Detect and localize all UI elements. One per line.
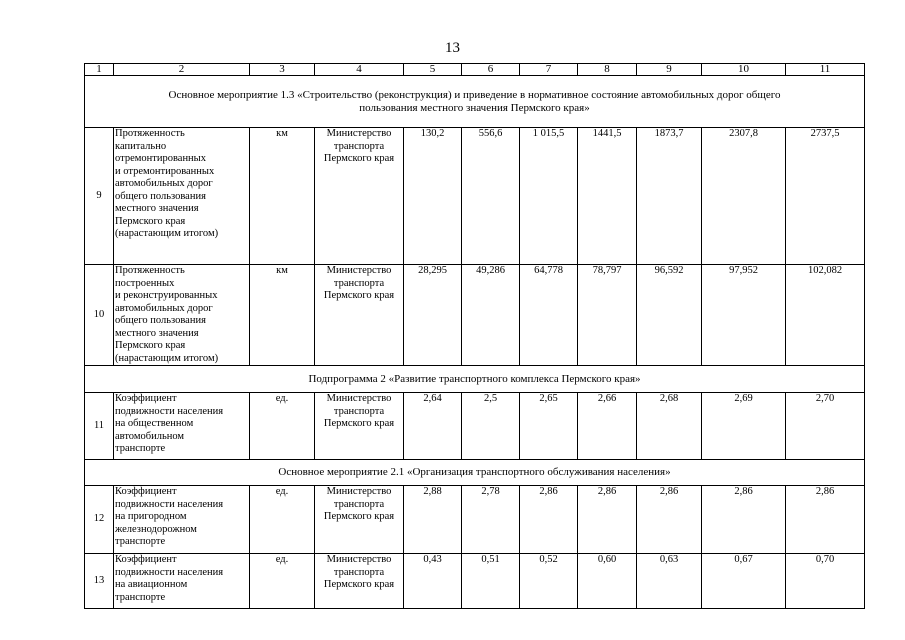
value-cell: 2,88 — [404, 486, 462, 554]
page-number: 13 — [445, 40, 460, 56]
value-cell: 2,86 — [702, 486, 786, 554]
responsible-line: Министерство — [326, 265, 392, 276]
indicator-name — [114, 393, 250, 460]
value-cell: 2,86 — [520, 486, 578, 554]
value-cell: 2,5 — [462, 393, 520, 460]
responsible-line: транспорта — [333, 566, 385, 578]
value-cell: 2,86 — [578, 486, 637, 554]
responsible-line: Министерство — [326, 128, 392, 139]
indicator-name-line: автомобильных дорог — [115, 178, 213, 189]
value-cell: 97,952 — [702, 265, 786, 366]
value-cell: 64,778 — [520, 265, 578, 366]
indicator-name-line: Пермского края — [115, 340, 186, 351]
responsible-line: Министерство — [326, 554, 392, 565]
column-number: 7 — [520, 64, 578, 76]
indicator-name-line: и отремонтированных — [115, 165, 215, 177]
indicator-name-line: отремонтированных — [115, 153, 206, 164]
indicator-name-line: Протяженность — [115, 128, 185, 139]
indicator-name-line: подвижности населения — [115, 498, 224, 510]
indicator-name-line: на пригородном — [115, 511, 187, 522]
column-number: 5 — [404, 64, 462, 76]
value-cell: 0,51 — [462, 554, 520, 609]
value-cell: 28,295 — [404, 265, 462, 366]
value-cell: 2,65 — [520, 393, 578, 460]
indicator-name-line: на авиационном — [115, 579, 188, 590]
indicator-name-line: (нарастающим итогом) — [115, 228, 219, 239]
indicator-name-line: транспорте — [115, 443, 166, 454]
table-row — [85, 128, 865, 265]
value-cell: 2,68 — [637, 393, 702, 460]
indicator-name-line: и реконструированных — [115, 290, 218, 301]
column-number: 3 — [250, 64, 315, 76]
indicator-name-line: железнодорожном — [115, 523, 197, 535]
responsible-line: Министерство — [326, 393, 392, 404]
value-cell: 0,70 — [786, 554, 865, 609]
indicator-name-line: транспорте — [115, 591, 166, 603]
indicator-name-line: подвижности населения — [115, 566, 224, 578]
value-cell: 0,52 — [520, 554, 578, 609]
section-row — [85, 366, 865, 393]
value-cell: 1441,5 — [578, 128, 637, 265]
indicator-name-line: Коэффициент — [115, 486, 177, 497]
value-cell: 49,286 — [462, 265, 520, 366]
value-cell: 2,86 — [637, 486, 702, 554]
row-number: 11 — [85, 393, 114, 460]
unit-cell: км — [250, 265, 315, 366]
section-row — [85, 460, 865, 486]
column-number: 9 — [637, 64, 702, 76]
indicator-name-line: местного значения — [115, 203, 199, 214]
responsible-cell — [315, 128, 404, 265]
indicator-name-line: автомобильном — [115, 430, 185, 442]
indicator-name-line: Пермского края — [115, 215, 186, 227]
indicators-table — [84, 63, 865, 609]
indicator-name-line: Коэффициент — [115, 393, 177, 404]
value-cell: 1 015,5 — [520, 128, 578, 265]
column-number: 4 — [315, 64, 404, 76]
value-cell: 2,66 — [578, 393, 637, 460]
responsible-line: Пермского края — [323, 290, 395, 301]
value-cell: 2737,5 — [786, 128, 865, 265]
indicator-name-line: местного значения — [115, 327, 199, 339]
value-cell: 2,86 — [786, 486, 865, 554]
row-number: 13 — [85, 554, 114, 609]
responsible-cell — [315, 265, 404, 366]
unit-cell: ед. — [250, 554, 315, 609]
responsible-line: Пермского края — [323, 418, 395, 429]
unit-cell: ед. — [250, 486, 315, 554]
table-row — [85, 393, 865, 460]
indicator-name-line: (нарастающим итогом) — [115, 352, 219, 364]
section-title: Основное мероприятие 2.1 «Организация транспортного обслуживания населения» — [85, 460, 865, 486]
column-number: 1 — [85, 64, 114, 76]
column-number: 2 — [114, 64, 250, 76]
indicator-name-line: автомобильных дорог — [115, 302, 213, 314]
responsible-cell — [315, 486, 404, 554]
section-title: Основное мероприятие 1.3 «Строительство (реконструкция) и приведение в нормативное состояние автомобильных дорог общего пользования местного значения Пермского края» — [85, 76, 865, 128]
section-row — [85, 76, 865, 128]
column-number: 11 — [786, 64, 865, 76]
value-cell: 0,67 — [702, 554, 786, 609]
indicator-name-line: подвижности населения — [115, 405, 224, 417]
column-numbers-row — [85, 64, 865, 76]
row-number: 9 — [85, 128, 114, 265]
indicator-name — [114, 265, 250, 366]
table-row — [85, 554, 865, 609]
responsible-cell — [315, 393, 404, 460]
responsible-line: Пермского края — [323, 511, 395, 522]
table-row — [85, 265, 865, 366]
indicator-name — [114, 554, 250, 609]
responsible-line: транспорта — [333, 498, 385, 510]
responsible-line: Пермского края — [323, 153, 395, 164]
responsible-line: Пермского края — [323, 579, 395, 590]
value-cell: 0,60 — [578, 554, 637, 609]
indicator-name-line: капитально — [115, 140, 167, 152]
unit-cell: км — [250, 128, 315, 265]
value-cell: 78,797 — [578, 265, 637, 366]
indicator-name-line: Протяженность — [115, 265, 185, 276]
indicator-name — [114, 128, 250, 265]
indicator-name-line: транспорте — [115, 536, 166, 547]
value-cell: 1873,7 — [637, 128, 702, 265]
indicator-name-line: общего пользования — [115, 190, 206, 202]
value-cell: 556,6 — [462, 128, 520, 265]
value-cell: 96,592 — [637, 265, 702, 366]
indicator-name-line: построенных — [115, 277, 175, 289]
value-cell: 2,70 — [786, 393, 865, 460]
value-cell: 2,64 — [404, 393, 462, 460]
value-cell: 0,63 — [637, 554, 702, 609]
row-number: 12 — [85, 486, 114, 554]
responsible-line: транспорта — [333, 140, 385, 152]
table-row — [85, 486, 865, 554]
row-number: 10 — [85, 265, 114, 366]
value-cell: 102,082 — [786, 265, 865, 366]
indicator-name — [114, 486, 250, 554]
responsible-line: Министерство — [326, 486, 392, 497]
column-number: 8 — [578, 64, 637, 76]
value-cell: 130,2 — [404, 128, 462, 265]
value-cell: 2,78 — [462, 486, 520, 554]
value-cell: 0,43 — [404, 554, 462, 609]
column-number: 10 — [702, 64, 786, 76]
indicator-name-line: на общественном — [115, 418, 194, 429]
responsible-line: транспорта — [333, 405, 385, 417]
unit-cell: ед. — [250, 393, 315, 460]
indicator-name-line: Коэффициент — [115, 554, 177, 565]
responsible-line: транспорта — [333, 277, 385, 289]
value-cell: 2,69 — [702, 393, 786, 460]
indicator-name-line: общего пользования — [115, 315, 206, 326]
section-title: Подпрограмма 2 «Развитие транспортного комплекса Пермского края» — [85, 366, 865, 393]
value-cell: 2307,8 — [702, 128, 786, 265]
column-number: 6 — [462, 64, 520, 76]
responsible-cell — [315, 554, 404, 609]
